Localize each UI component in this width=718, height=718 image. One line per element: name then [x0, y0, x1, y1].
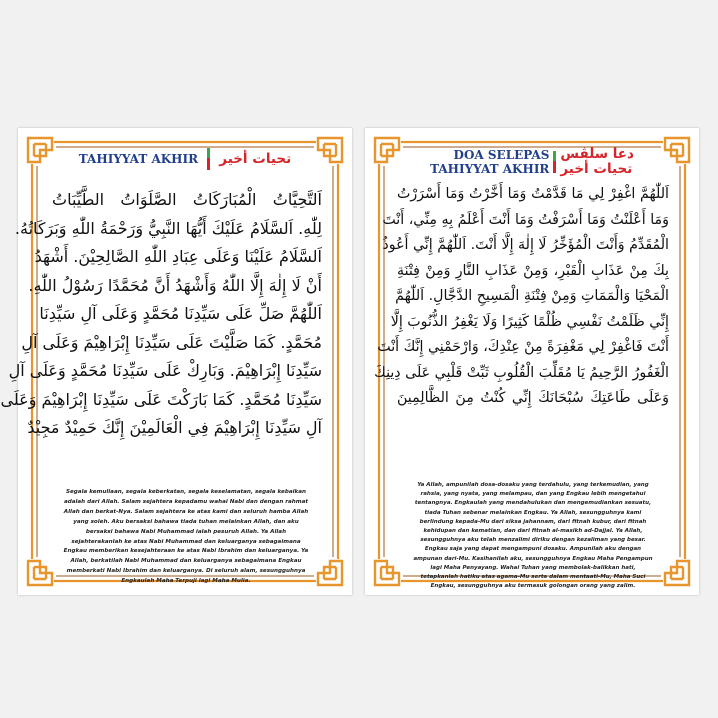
- arabic-line: أَنْ لَا إِلٰهَ إِلَّا اللّٰهُ وَأَشْهَدُ أَنَّ مُحَمَّدًا رَسُوْلُ اللّٰهِ.: [28, 275, 322, 295]
- translation-line: adalah dari Allah. Salam sejahtera kepadamu wahai Nabi dan dengan rahmat: [63, 498, 309, 505]
- title-latin-line-1: DOA SELEPAS: [453, 148, 550, 162]
- title-latin: TAHIYYAT AKHIR: [78, 152, 199, 166]
- card-header: [403, 144, 661, 178]
- translation-line: Allah dan berkat-Nya. Salam sejahtera ke atas kami dan seluruh hamba Allah: [63, 508, 309, 515]
- translation-text: [50, 488, 322, 587]
- translation-line: ampunan dari-Mu. Kasihanilah aku, sesungguhnya Engkau Maha Pengampun: [413, 555, 653, 562]
- translation-line: Engkau, sesungguhnya aku termasuk golongan orang yang zalim.: [430, 583, 636, 590]
- title-arabic-line-1: دعا سلڤس: [560, 146, 634, 162]
- translation-line: Segala kemuliaan, segala keberkatan, segala keselamatan, segala kebaikan: [65, 489, 307, 495]
- arabic-line: الْمَحْيَا وَالْمَمَاتِ وَمِنْ فِتْنَةِ الْمَسِيحِ الدَّجَّالِ. اَللّٰهُمَّ: [395, 288, 669, 304]
- card-header: [56, 148, 314, 182]
- translation-line: Ya Allah, ampunilah dosa-dosaku yang terdahulu, yang terkemudian, yang: [417, 482, 649, 488]
- translation-line: memberkati Nabi Ibrahim dan keluarganya. Di seluruh alam, sesungguhnya: [66, 568, 306, 575]
- arabic-line: لِلّٰهِ. اَلسَّلَامُ عَلَيْكَ أَيُّهَا النَّبِيُّ وَرَحْمَةُ اللّٰهِ وَبَرَكَاتُهُ.: [14, 218, 322, 238]
- arabic-line: الْمُقَدِّمُ وَأَنْتَ الْمُؤَخِّرُ لَا إِلٰهَ إِلَّا أَنْتَ. اَللّٰهُمَّ إِنِّي أَعُوذُ: [382, 237, 669, 253]
- translation-line: Engkaulah Maha Terpuji lagi Maha Mulia.: [121, 578, 251, 585]
- arabic-line: مُحَمَّدٍ. كَمَا صَلَّيْتَ عَلَى سَيِّدِنَا إِبْرَاهِيْمَ وَعَلَى آلِ: [21, 332, 322, 352]
- arabic-text: [374, 182, 669, 412]
- translation-line: yang soleh. Aku bersaksi bahawa tiada tuhan melainkan Allah, dan aku: [73, 518, 299, 525]
- arabic-line: بِكَ مِنْ عَذَابِ الْقَبْرِ، وَمِنْ عَذَابِ النَّارِ وَمِنْ فِتْنَةِ: [397, 262, 669, 279]
- arabic-line: آلِ سَيِّدِنَا إِبْرَاهِيْمَ فِي الْعَالَمِيْنَ إِنَّكَ حَمِيْدٌ مَجِيْدٌ: [27, 418, 322, 437]
- translation-line: sesungguhnya aku telah menzalimi diriku dengan kezaliman yang besar.: [420, 537, 646, 544]
- arabic-line: سَيِّدِنَا إِبْرَاهِيْمَ. وَبَارِكْ عَلَى سَيِّدِنَا مُحَمَّدٍ وَعَلَى آلِ: [8, 361, 322, 380]
- arabic-line: أَنْتَ فَاغْفِرْ لِي مَغْفِرَةً مِنْ عِنْدِكَ، وَارْحَمْنِي إِنَّكَ أَنْتَ: [377, 339, 669, 355]
- arabic-line: اَللّٰهُمَّ اغْفِرْ لِي مَا قَدَّمْتُ وَمَا أَخَّرْتُ وَمَا أَسْرَرْتُ: [397, 186, 669, 202]
- translation-line: bersaksi bahawa Nabi Muhammad ialah pesuruh Allah. Ya Allah: [85, 528, 287, 535]
- arabic-line: وَمَا أَعْلَنْتُ وَمَا أَسْرَفْتُ وَمَا أَنْتَ أَعْلَمُ بِهِ مِنِّي، أَنْتَ: [382, 211, 669, 228]
- translation-line: Engkau memberikan kesejahteraan ke atas Nabi Ibrahim dan keluarganya. Ya: [63, 548, 309, 555]
- arabic-line: اَلسَّلَامُ عَلَيْنَا وَعَلَى عِبَادِ اللّٰهِ الصَّالِحِيْنَ. أَشْهَدُ: [34, 247, 322, 266]
- arabic-line: وَعَلَى طَاعَتِكَ سُبْحَانَكَ إِنِّي كُنْتُ مِنَ الظَّالِمِينَ: [397, 390, 669, 406]
- arabic-line: إِنِّي ظَلَمْتُ نَفْسِي ظُلْمًا كَثِيرًا وَلَا يَغْفِرُ الذُّنُوبَ إِلَّا: [390, 313, 669, 330]
- doa-selepas-tahiyyat-akhir-card: [365, 128, 699, 595]
- translation-line: Engkau saja yang dapat mengampuni dosaku. Ampunilah aku dengan: [424, 546, 642, 553]
- translation-line: tentangnya. Engkaulah yang mendahulukan dan mengemudiankan sesuatu,: [414, 500, 652, 507]
- title-arabic-line-2: تحيات أخير: [560, 161, 633, 177]
- translation-line: sejahterakanlah ke atas Nabi Muhammad dan keluarganya sebagaimana: [71, 538, 301, 545]
- translation-line: berlindung kepada-Mu dari siksa jahannam, dari fitnah kubur, dari fitnah: [419, 518, 647, 525]
- translation-line: tiada Tuhan sebenar melainkan Engkau. Ya Allah, sesungguhnya kami: [424, 509, 642, 516]
- arabic-line: اَلتَّحِيَّاتُ الْمُبَارَكَاتُ الصَّلَوَاتُ الطَّيِّبَاتُ: [52, 190, 322, 209]
- translation-line: tetapkanlah hatiku atas agama-Mu serta dalam mentaati-Mu, Maha Suci: [420, 574, 646, 581]
- title-arabic: تحيات أخير: [219, 150, 292, 167]
- arabic-line: اَللّٰهُمَّ صَلِّ عَلَى سَيِّدِنَا مُحَمَّدٍ وَعَلَى آلِ سَيِّدِنَا: [39, 304, 322, 323]
- arabic-text: [0, 186, 322, 443]
- translation-line: kehidupan dan kematian, dan dari fitnah al-masikh ad-Dajjal. Ya Allah,: [423, 528, 643, 535]
- title-divider: [207, 148, 210, 170]
- title-divider: [553, 151, 556, 173]
- title-latin-line-2: TAHIYYAT AKHIR: [430, 162, 550, 176]
- arabic-line: سَيِّدِنَا مُحَمَّدٍ. كَمَا بَارَكْتَ عَلَى سَيِّدِنَا إِبْرَاهِيْمَ وَعَلَى: [0, 389, 322, 409]
- translation-line: Allah, berkatilah Nabi Muhammad dan keluarganya sebagaimana Engkau: [70, 558, 302, 565]
- translation-line: rahsia, yang nyata, yang melampau, dan yang Engkau lebih mengetahui: [420, 491, 646, 498]
- arabic-line: الْغَفُورُ الرَّحِيمُ يَا مُقَلِّبَ الْقُلُوبِ ثَبِّتْ قَلْبِي عَلَى دِينِكَ: [374, 364, 669, 381]
- translation-line: lagi Maha Penyayang. Wahai Tuhan yang membolak-balikkan hati,: [430, 564, 636, 571]
- translation-text: [395, 481, 671, 591]
- tahiyyat-akhir-card: [0, 128, 352, 595]
